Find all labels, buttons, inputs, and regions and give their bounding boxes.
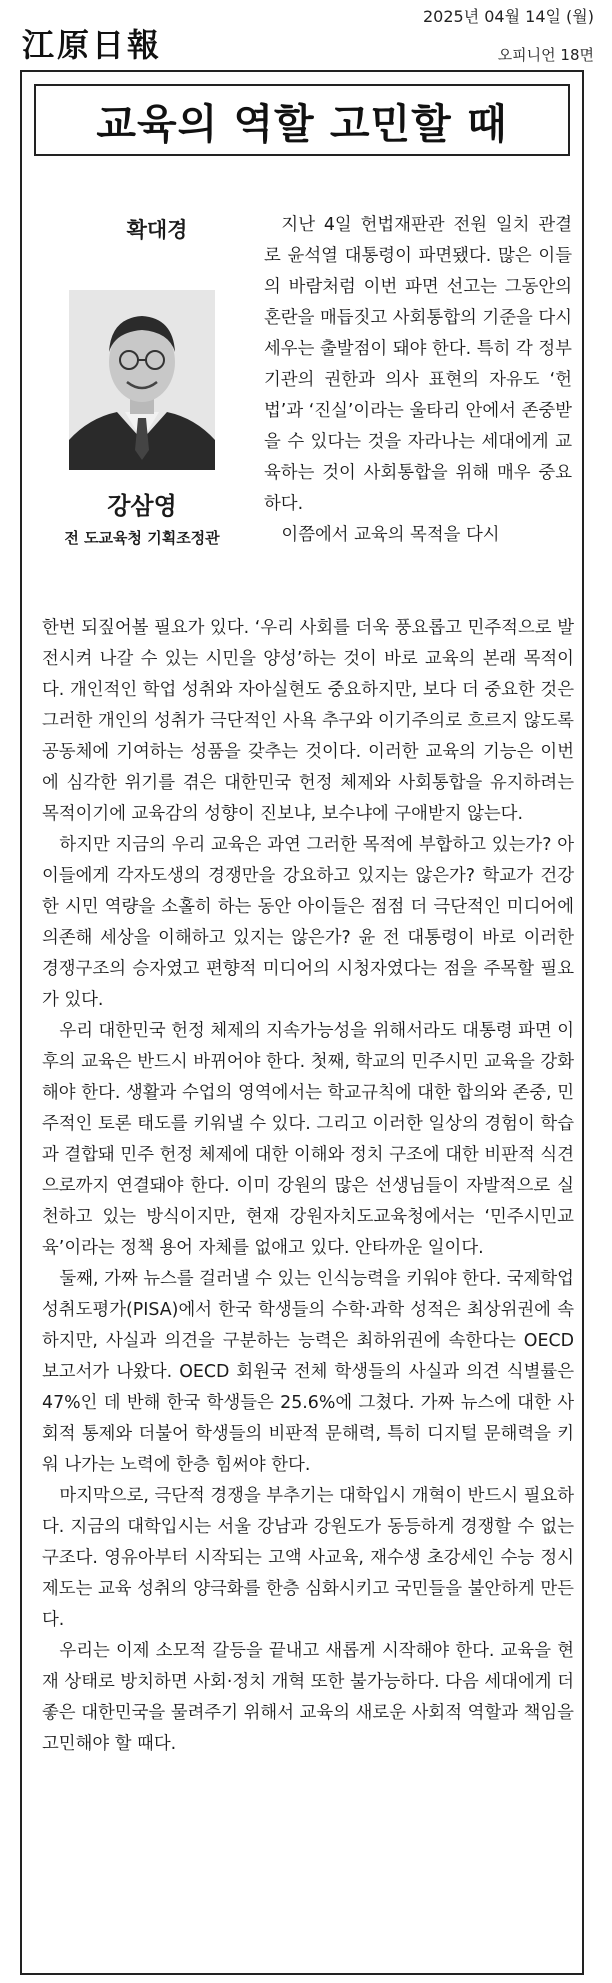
paragraph-start: 이쯤에서 교육의 목적을 다시 [281, 525, 500, 545]
masthead [0, 0, 612, 70]
paragraph: 지난 4일 헌법재판관 전원 일치 관결로 윤석열 대통령이 파면됐다. 많은 이들의 바람처럼 이번 파면 선고는 그동안의 혼란을 매듭짓고 사회통합의 기준을 다시 세우는 출발점이 돼야 한다. 특히 각 정부기관의 권한과 의사 표현의 자유도 ‘헌법’과 ‘진실’이라는 울타리 안에서 존중받을 수 있다는 것을 자라나는 세대에게 교육하는 것이 사회통합을 위해 매우 중요하다. [264, 215, 572, 514]
section-page: 오피니언 18면 [497, 46, 594, 64]
author-block [40, 214, 244, 548]
newspaper-logo: 江原日報 [22, 26, 163, 64]
author-title: 전 도교육청 기획조정관 [64, 529, 220, 547]
paragraph: 하지만 지금의 우리 교육은 과연 그러한 목적에 부합하고 있는가? 아이들에게 각자도생의 경쟁만을 강요하고 있지는 않은가? 학교가 건강한 시민 역량을 소홀히 하는 동안 아이들은 점점 더 극단적인 미디어에 의존해 세상을 이해하고 있지는 않은가? 윤 전 대통령이 바로 이러한 경쟁구조의 승자였고 편향적 미디어의 시청자였다는 점을 주목할 필요가 있다. [42, 835, 574, 1010]
paragraph: 둘째, 가짜 뉴스를 걸러낼 수 있는 인식능력을 키워야 한다. 국제학업성취도평가(PISA)에서 한국 학생들의 수학·과학 성적은 최상위권에 속하지만, 사실과 의견을 구분하는 능력은 최하위권에 속한다는 OECD 보고서가 나왔다. OECD 회원국 전체 학생들의 사실과 의견 식별률은 47%인 데 반해 한국 학생들은 25.6%에 그쳤다. 가짜 뉴스에 대한 사회적 통제와 더불어 학생들의 비판적 문해력, 특히 디지털 문해력을 키워 나가는 노력에 한층 힘써야 한다. [42, 1269, 574, 1475]
article-body [42, 613, 574, 1760]
paragraph: 우리는 이제 소모적 갈등을 끝내고 새롭게 시작해야 한다. 교육을 현재 상태로 방치하면 사회·정치 개혁 또한 불가능하다. 다음 세대에게 더 좋은 대한민국을 물려주기 위해서 교육의 새로운 사회적 역할과 책임을 고민해야 할 때다. [42, 1641, 574, 1754]
issue-date: 2025년 04월 14일 (월) [422, 7, 594, 26]
author-name: 강삼영 [107, 492, 177, 520]
column-name: 확대경 [126, 218, 188, 242]
paragraph: 우리 대한민국 헌정 체제의 지속가능성을 위해서라도 대통령 파면 이후의 교육은 반드시 바뀌어야 한다. 첫째, 학교의 민주시민 교육을 강화해야 한다. 생활과 수업의 영역에서는 학교규칙에 대한 합의와 존중, 민주적인 토론 태도를 키워낼 수 있다. 그리고 이러한 일상의 경험이 학습과 결합돼 민주 헌정 체제에 대한 이해와 정치 구조에 대한 비판적 식견으로까지 연결돼야 한다. 이미 강원의 많은 선생님들이 자발적으로 실천하고 있는 방식이지만, 현재 강원자치도교육청에서는 ‘민주시민교육’이라는 정책 용어 자체를 없애고 있다. 안타까운 일이다. [42, 1021, 574, 1258]
portrait-icon [69, 290, 215, 470]
headline: 교육의 역할 고민할 때 [96, 99, 508, 148]
author-photo [69, 290, 215, 470]
article-body-top [264, 210, 572, 551]
headline-box [34, 84, 570, 156]
paragraph: 마지막으로, 극단적 경쟁을 부추기는 대학입시 개혁이 반드시 필요하다. 지금의 대학입시는 서울 강남과 강원도가 동등하게 경쟁할 수 없는 구조다. 영유아부터 시작되는 고액 사교육, 재수생 초강세인 수능 정시 제도는 교육 성취의 양극화를 한층 심화시키고 국민들을 불안하게 만든다. [42, 1486, 574, 1630]
paragraph: 한번 되짚어볼 필요가 있다. ‘우리 사회를 더욱 풍요롭고 민주적으로 발전시켜 나갈 수 있는 시민을 양성’하는 것이 바로 교육의 본래 목적이다. 개인적인 학업 성취와 자아실현도 중요하지만, 보다 더 중요한 것은 그러한 개인의 성취가 극단적인 사욕 추구와 이기주의로 흐르지 않도록 공동체에 기여하는 성품을 갖추는 것이다. 이러한 교육의 기능은 이번에 심각한 위기를 겪은 대한민국 헌정 체제와 사회통합을 유지하려는 목적이기에 교육감의 성향이 진보냐, 보수냐에 구애받지 않는다. [42, 618, 574, 824]
